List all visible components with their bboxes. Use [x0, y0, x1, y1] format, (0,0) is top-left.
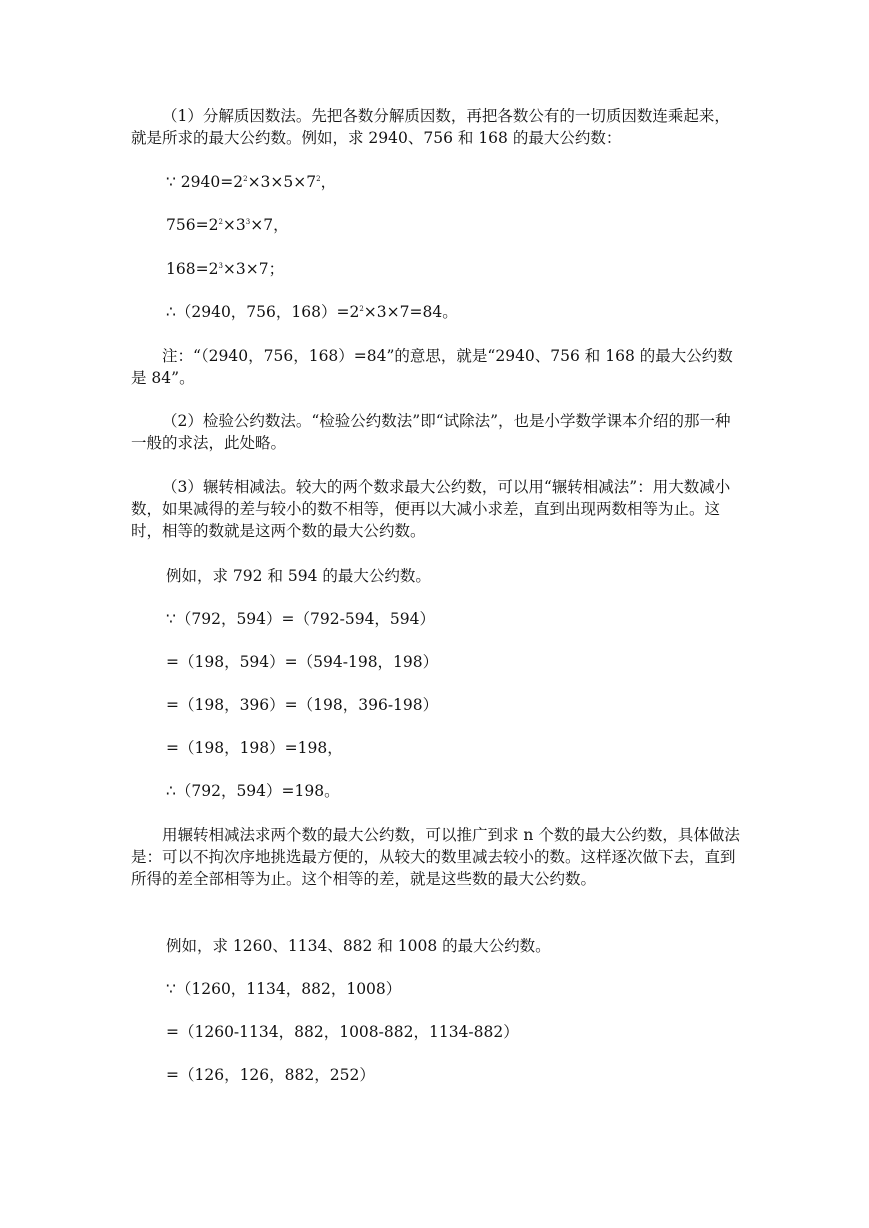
step-line-2: =（198，594）=（594-198，198） [166, 653, 439, 671]
paragraph-note: 注：“（2940，756，168）=84”的意思，就是“2940、756 和 168 的最大公约数是 84”。 [131, 347, 733, 387]
paragraph-method2: （2）检验公约数法。“检验公约数法”即“试除法”，也是小学数学课本介绍的那一种一般的求法，此处略。 [131, 412, 731, 452]
equation-168: $168=2^3\times 3\times 7$； [166, 260, 285, 278]
step-line-5: ∴（792，594）=198。 [166, 782, 340, 800]
equation-result-84: ∴（2940，756，$168)=2^2\times 3\times 7=84$。 [166, 303, 458, 321]
paragraph-example2: 例如，求 1260、1134、882 和 1008 的最大公约数。 [166, 937, 551, 955]
step2-line-1: ∵（1260，1134，882，1008） [166, 980, 402, 998]
paragraph-general: 用辗转相减法求两个数的最大公约数，可以推广到求 n 个数的最大公约数，具体做法是：可以不拘次序地挑选最方便的，从较大的数里减去较小的数。这样逐次做下去，直到所得的差全部相等为止。这个相等的差，就是这些数的最大公约数。 [131, 826, 740, 888]
equation-2940: ∵ $2940=2^2\times 3\times 5\times 7^2$， [166, 173, 337, 191]
paragraph-example1: 例如，求 792 和 594 的最大公约数。 [166, 567, 431, 585]
equation-756: $756=2^2\times 3^3\times 7$， [166, 216, 289, 234]
step-line-4: =（198，198）=198， [166, 739, 343, 757]
step2-line-3: =（126，126，882，252） [166, 1066, 375, 1084]
step2-line-2: =（1260-1134，882，1008-882，1134-882） [166, 1023, 519, 1041]
step-line-1: ∵（792，594）=（792-594，594） [166, 610, 436, 628]
paragraph-method1: （1）分解质因数法。先把各数分解质因数，再把各数公有的一切质因数连乘起来，就是所求的最大公约数。例如，求 2940、756 和 168 的最大公约数： [131, 107, 730, 147]
step-line-3: =（198，396）=（198，396-198） [166, 696, 439, 714]
paragraph-method3: （3）辗转相减法。较大的两个数求最大公约数，可以用“辗转相减法”：用大数减小数，如果减得的差与较小的数不相等，便再以大减小求差，直到出现两数相等为止。这时，相等的数就是这两个数的最大公约数。 [131, 478, 731, 540]
